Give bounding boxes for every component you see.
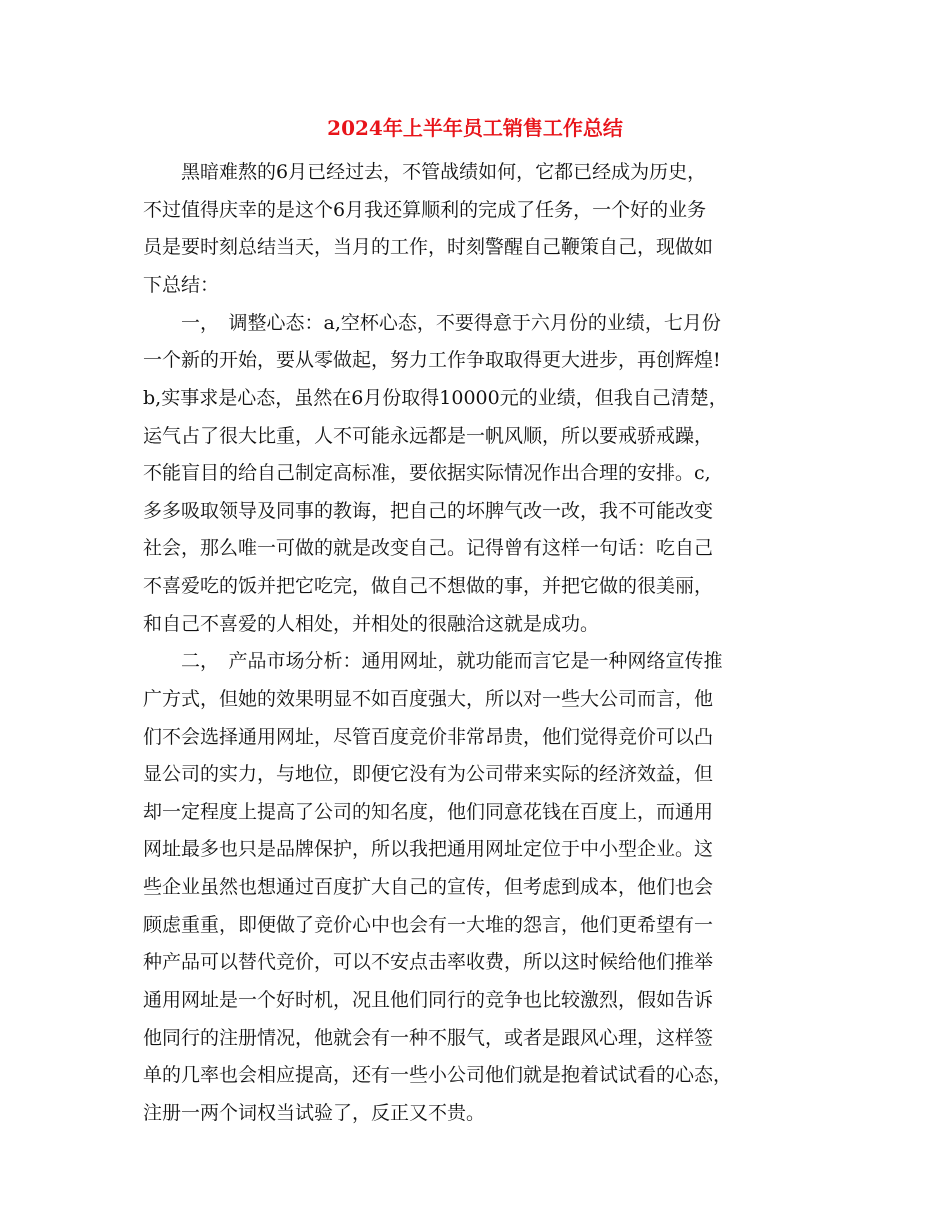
body-line: 一个新的开始，要从零做起，努力工作争取取得更大进步，再创辉煌! xyxy=(143,349,721,371)
body-line: 下总结： xyxy=(143,274,220,296)
body-line: 们不会选择通用网址，尽管百度竞价非常昂贵，他们觉得竞价可以凸 xyxy=(143,726,714,748)
body-line: 广方式，但她的效果明显不如百度强大，所以对一些大公司而言，他 xyxy=(143,688,714,710)
body-line: 显公司的实力，与地位，即便它没有为公司带来实际的经济效益，但 xyxy=(143,763,714,785)
body-line: 却一定程度上提高了公司的知名度，他们同意花钱在百度上，而通用 xyxy=(143,801,714,823)
body-line: 多多吸取领导及同事的教诲，把自己的坏脾气改一改，我不可能改变 xyxy=(143,500,714,522)
body-line: 二， 产品市场分析：通用网址，就功能而言它是一种网络宣传推 xyxy=(143,650,723,672)
body-line: 单的几率也会相应提高，还有一些小公司他们就是抱着试试看的心态， xyxy=(143,1064,733,1086)
body-line: 不过值得庆幸的是这个6月我还算顺利的完成了任务，一个好的业务 xyxy=(143,199,707,221)
body-line: 些企业虽然也想通过百度扩大自己的宣传，但考虑到成本，他们也会 xyxy=(143,876,714,898)
body-line: 通用网址是一个好时机，况且他们同行的竞争也比较激烈，假如告诉 xyxy=(143,989,714,1011)
body-line: 运气占了很大比重，人不可能永远都是一帆风顺，所以要戒骄戒躁， xyxy=(143,425,714,447)
body-line: 顾虑重重，即便做了竞价心中也会有一大堆的怨言，他们更希望有一 xyxy=(143,914,714,936)
body-line: 网址最多也只是品牌保护，所以我把通用网址定位于中小型企业。这 xyxy=(143,838,714,860)
body-line: 和自己不喜爱的人相处，并相处的很融洽这就是成功。 xyxy=(143,613,600,635)
body-line: b,实事求是心态，虽然在6月份取得10000元的业绩，但我自己清楚， xyxy=(143,387,728,409)
body-line: 种产品可以替代竞价，可以不安点击率收费，所以这时候给他们推举 xyxy=(143,951,714,973)
document-title: 2024年上半年员工销售工作总结 xyxy=(327,116,623,140)
body-line: 注册一两个词权当试验了，反正又不贵。 xyxy=(143,1102,486,1124)
body-line: 不能盲目的给自己制定高标准，要依据实际情况作出合理的安排。c, xyxy=(143,462,711,484)
body-line: 一， 调整心态：a,空杯心态，不要得意于六月份的业绩，七月份 xyxy=(143,312,721,334)
body-line: 他同行的注册情况，他就会有一种不服气，或者是跟风心理，这样签 xyxy=(143,1027,714,1049)
body-line: 不喜爱吃的饭并把它吃完，做自己不想做的事，并把它做的很美丽， xyxy=(143,575,714,597)
body-line: 黑暗难熬的6月已经过去，不管战绩如何，它都已经成为历史， xyxy=(143,161,707,183)
body-line: 员是要时刻总结当天，当月的工作，时刻警醒自己鞭策自己，现做如 xyxy=(143,236,714,258)
body-line: 社会，那么唯一可做的就是改变自己。记得曾有这样一句话：吃自己 xyxy=(143,537,714,559)
